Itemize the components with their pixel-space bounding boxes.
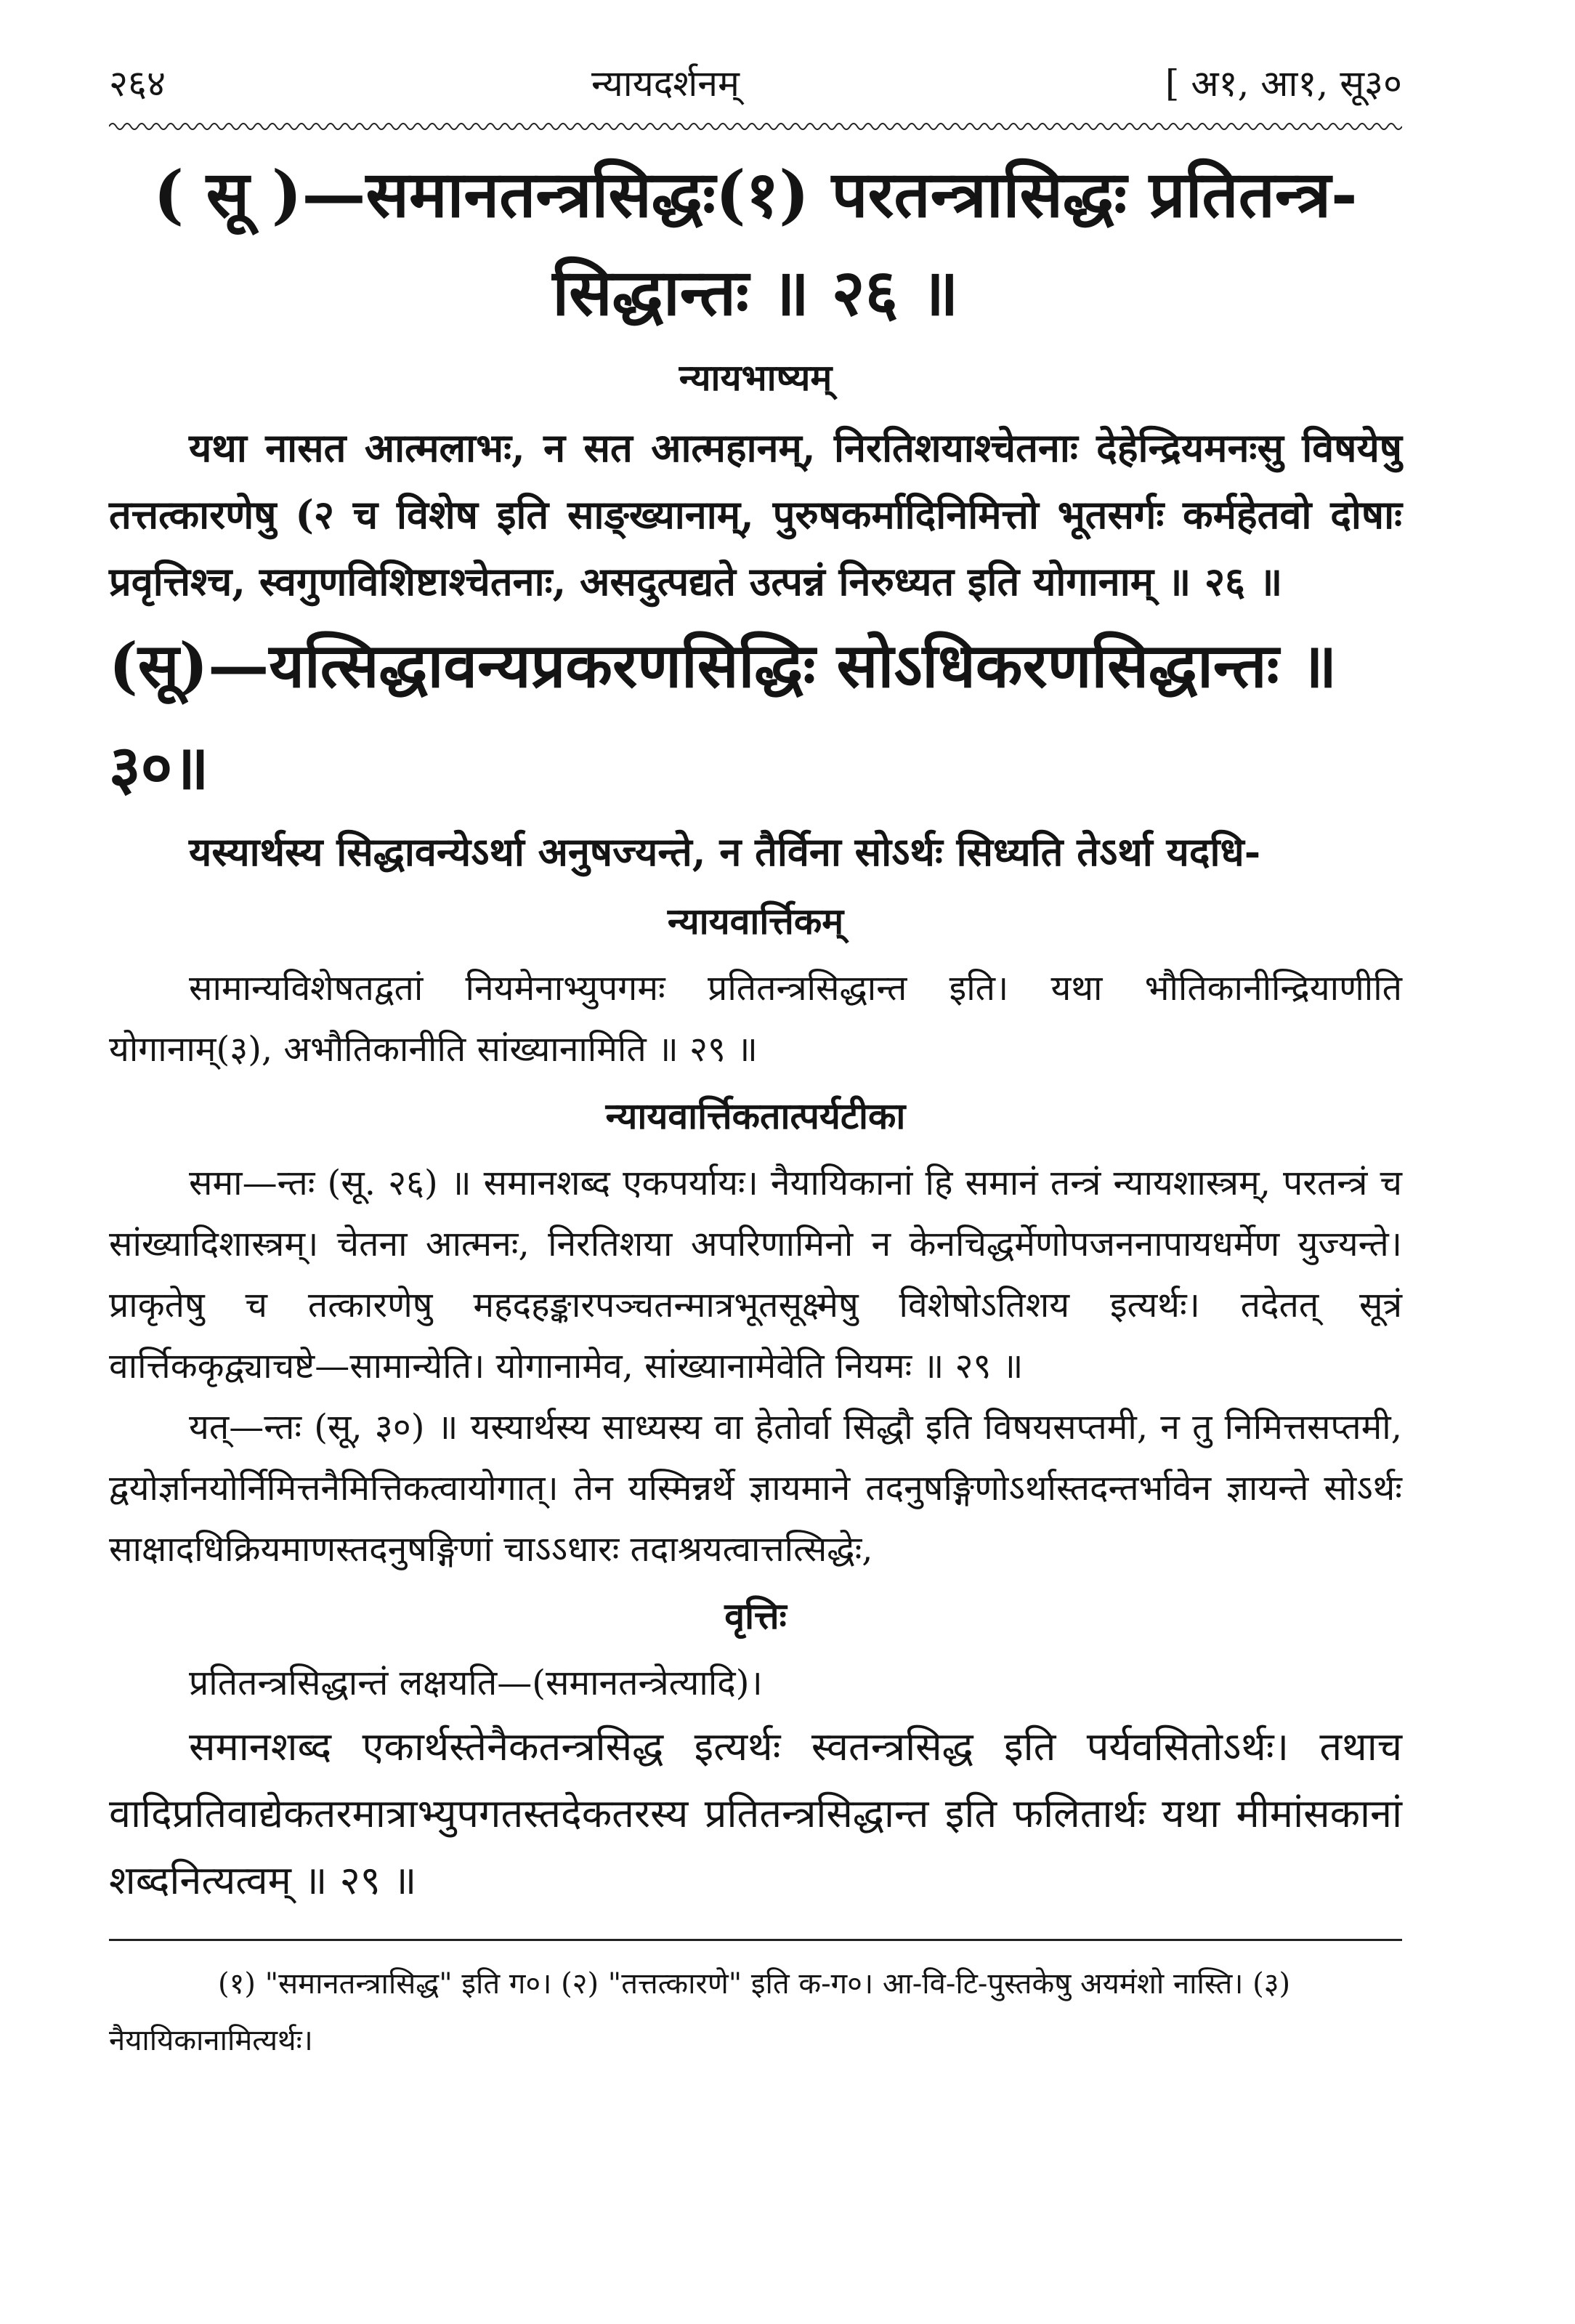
vartika-text: सामान्यविशेषतद्वतां नियमेनाभ्युपगमः प्रतितन्त्रसिद्धान्त इति। यथा भौतिकानीन्द्रियाणीति योगानाम्(३), अभौतिकानीति सांख्यानामिति ॥ २९ ॥	[109, 968, 1402, 1070]
bhashya-heading: न्यायभाष्यम्	[679, 356, 833, 399]
wavy-divider	[109, 121, 1402, 132]
page	[109, 51, 1402, 2069]
vritti-line-1: प्रतितन्त्रसिद्धान्तं लक्षयति—(समानतन्त्रेत्यादि)।	[189, 1663, 763, 1703]
sutra-30: (सू)—यत्सिद्धावन्यप्रकरणसिद्धिः सोऽधिकरणसिद्धान्तः ॥३०॥	[109, 629, 1337, 803]
bhashya-text: यथा नासत आत्मलाभः, न सत आत्महानम्, निरतिशयाश्चेतनाः देहेन्द्रियमनःसु विषयेषु तत्तत्कारणेषु (२ च विशेष इति साङ्ख्यानाम्, पुरुषकर्मादिनिमित्तो भूतसर्गः कर्महेतवो दोषाः प्रवृत्तिश्च, स्वगुणविशिष्टाश्चेतनाः, असदुत्पद्यते उत्पन्नं निरुध्यत इति योगानाम् ॥ २६ ॥	[109, 424, 1402, 605]
sutra-29-line1: ( सू )—समानतन्त्रसिद्धः(१) परतन्त्रासिद्धः प्रतितन्त्र-	[153, 156, 1358, 232]
footnotes: (१) "समानतन्त्रासिद्ध" इति ग०। (२) "तत्तत्कारणे" इति क-ग०। आ-वि-टि-पुस्तकेषु अयमंशो नास्ति। (३) नैयायिकानामित्यर्थः।	[109, 1967, 1291, 2057]
book-title: न्यायदर्शनम्	[591, 62, 740, 105]
tika-heading: न्यायवार्त्तिकतात्पर्यटीका	[605, 1094, 906, 1137]
tika-paragraph-2: यत्—न्तः (सू, ३०) ॥ यस्यार्थस्य साध्यस्य वा हेतोर्वा सिद्धौ इति विषयसप्तमी, न तु निमित्तसप्तमी, द्वयोर्ज्ञानयोर्निमित्तनैमित्तिकत्वायोगात्। तेन यस्मिन्नर्थे ज्ञायमाने तदनुषङ्गिणोऽर्थास्तदन्तर्भावेन ज्ञायन्ते सोऽर्थः साक्षादधिक्रियमाणस्तदनुषङ्गिणां चाऽऽधारः तदाश्रयत्वात्तत्सिद्धेः,	[109, 1407, 1402, 1570]
chapter-reference: [ अ१, आ१, सू३०	[1165, 62, 1402, 105]
page-number: २६४	[109, 62, 166, 105]
tika-paragraph-1: समा—न्तः (सू. २६) ॥ समानशब्द एकपर्यायः। नैयायिकानां हि समानं तन्त्रं न्यायशास्त्रम्, परतन्त्रं च सांख्यादिशास्त्रम्। चेतना आत्मनः, निरतिशया अपरिणामिनो न केनचिद्धर्मेणोपजननापायधर्मेण युज्यन्ते। प्राकृतेषु च तत्कारणेषु महदहङ्कारपञ्चतन्मात्रभूतसूक्ष्मेषु विशेषोऽतिशय इत्यर्थः। तदेतत् सूत्रं वार्त्तिककृद्व्याचष्टे—सामान्येति। योगानामेव, सांख्यानामेवेति नियमः ॥ २९ ॥	[109, 1163, 1402, 1387]
sutra-29-line2: सिद्धान्तः ॥ २६ ॥	[552, 254, 959, 330]
vritti-paragraph: समानशब्द एकार्थस्तेनैकतन्त्रसिद्ध इत्यर्थः स्वतन्त्रसिद्ध इति पर्यवसितोऽर्थः। तथाच वादिप्रतिवाद्येकतरमात्राभ्युपगतस्तदेकतरस्य प्रतितन्त्रसिद्धान्त इति फलितार्थः यथा मीमांसकानां शब्दनित्यत्वम् ॥ २९ ॥	[109, 1724, 1402, 1903]
bhashya-30-text: यस्यार्थस्य सिद्धावन्येऽर्था अनुषज्यन्ते, न तैर्विना सोऽर्थः सिध्यति तेऽर्था यदधि-	[189, 828, 1261, 875]
footnote-rule	[109, 1939, 1402, 1941]
vartika-heading: न्यायवार्त्तिकम्	[667, 900, 844, 943]
running-head	[109, 51, 1402, 116]
vritti-heading: वृत्तिः	[724, 1594, 787, 1637]
